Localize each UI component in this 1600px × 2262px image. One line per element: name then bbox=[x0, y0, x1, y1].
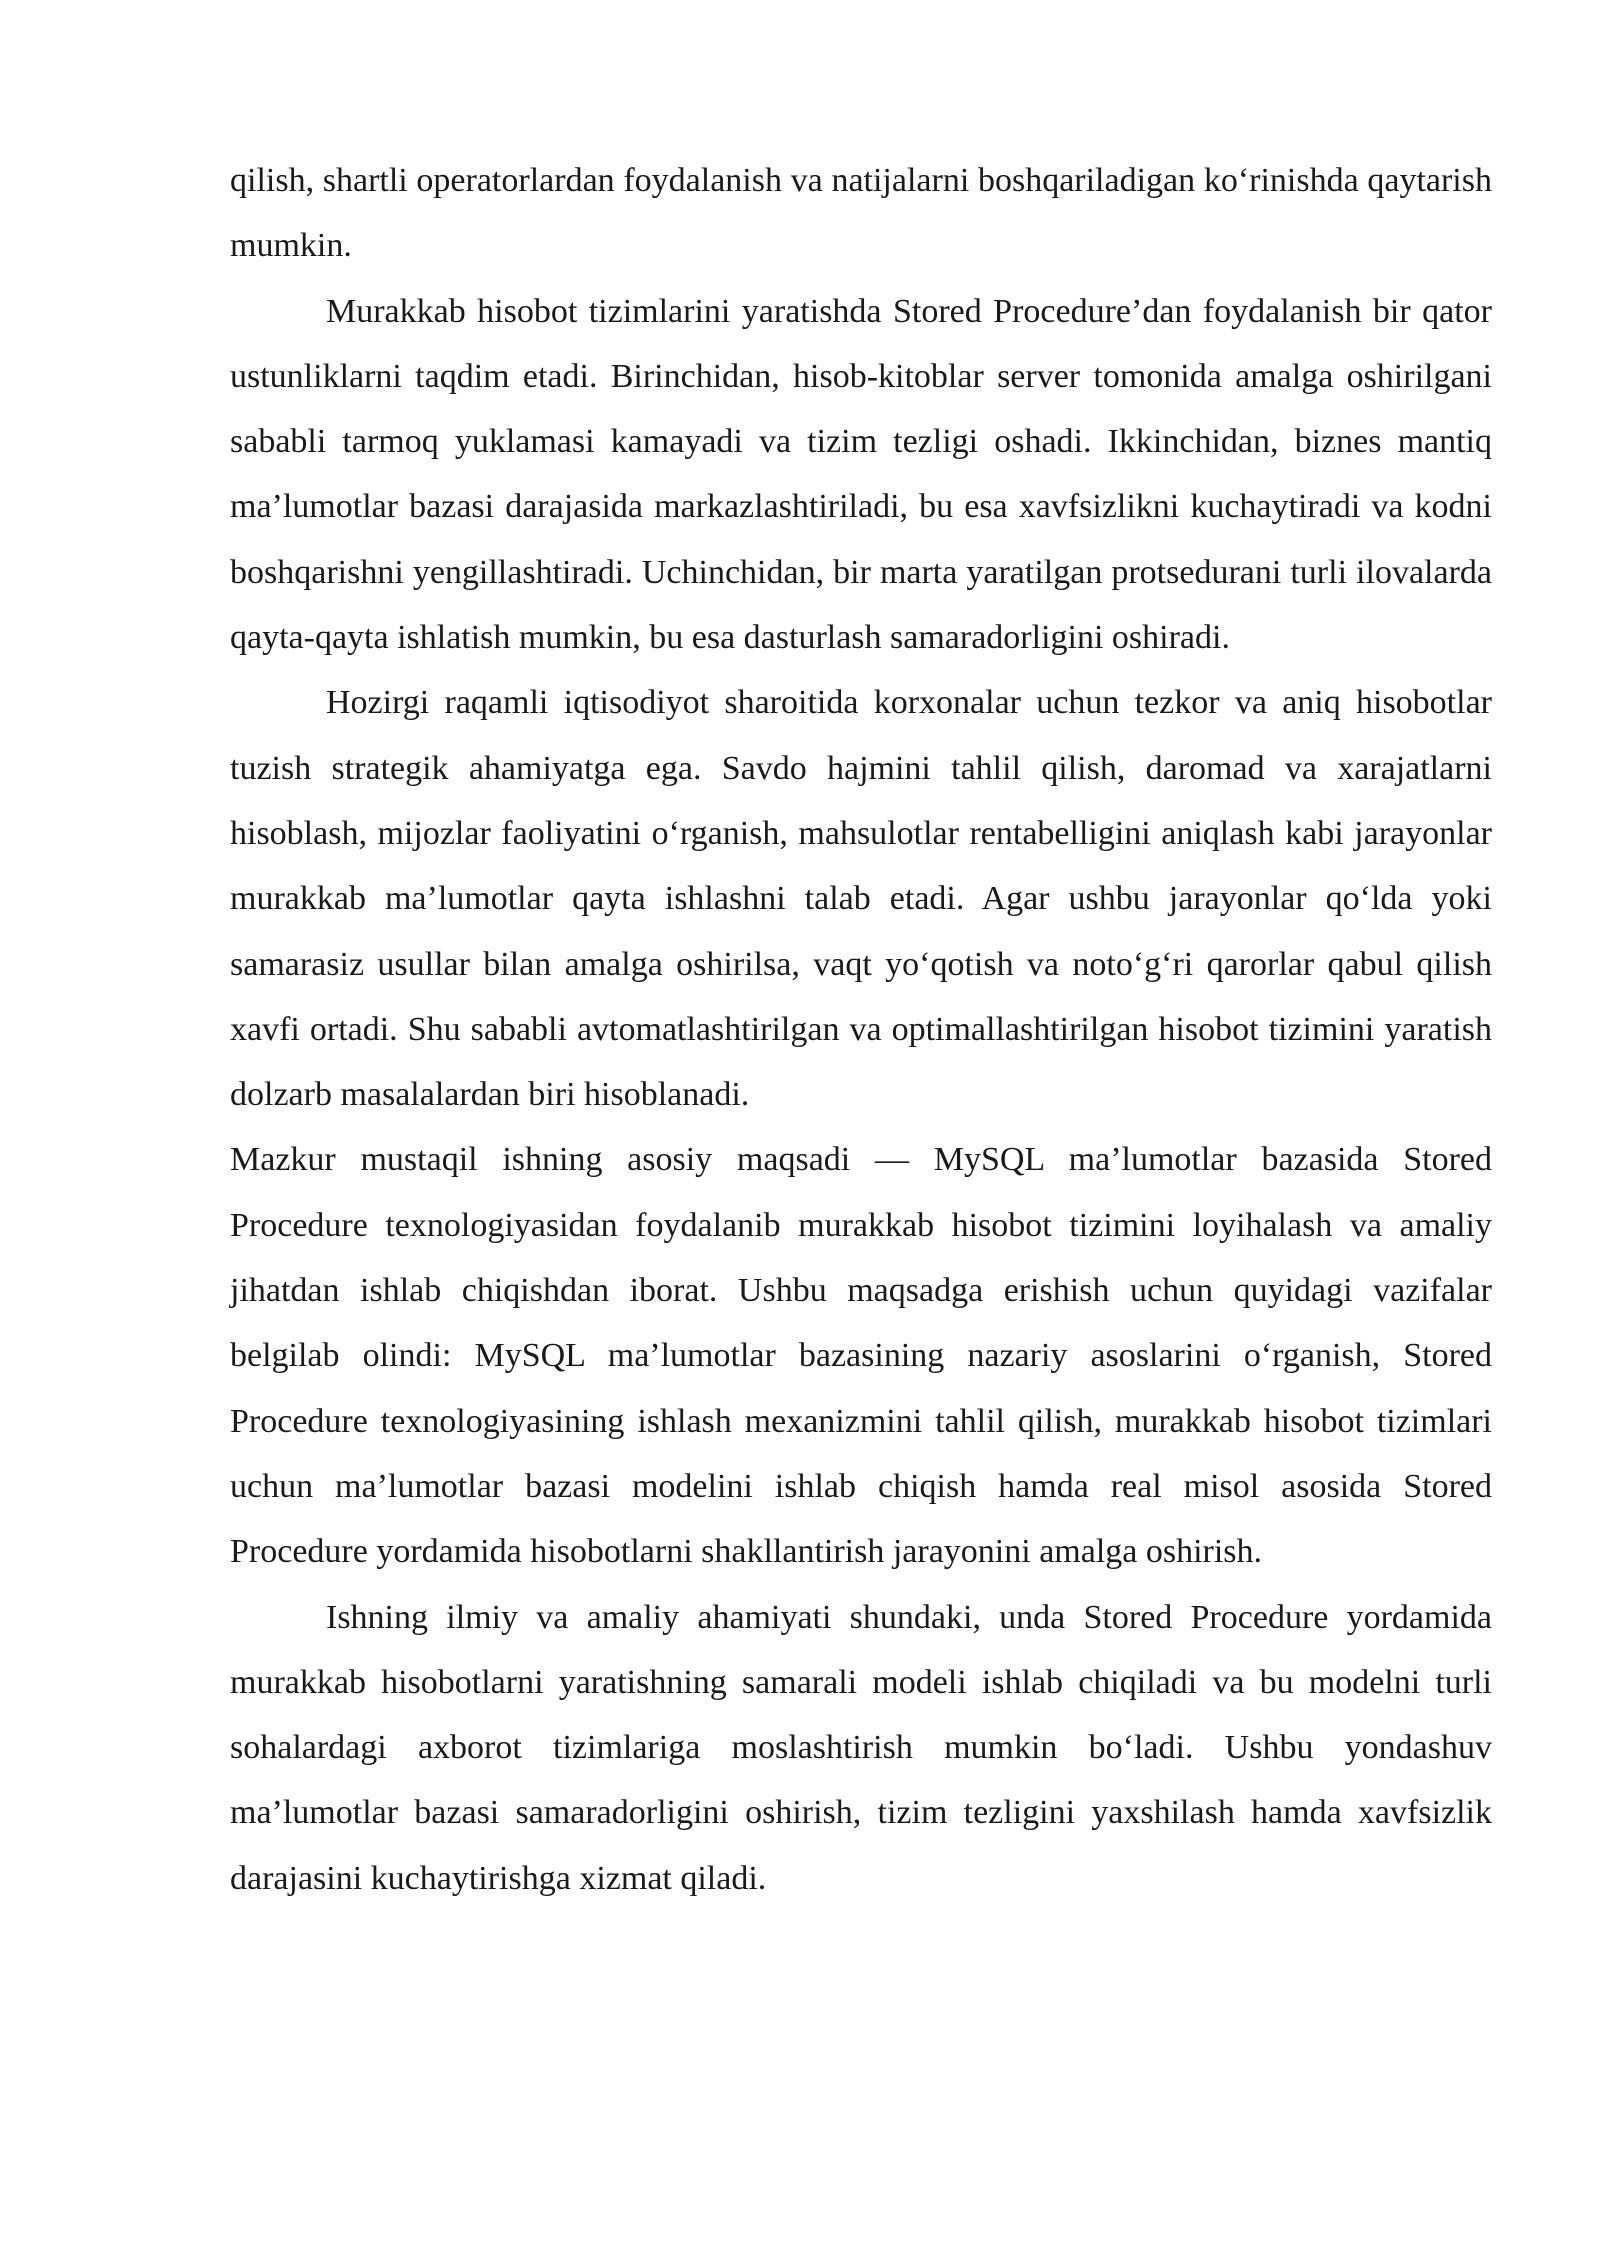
paragraph-3: Hozirgi raqamli iqtisodiyot sharoitida korxonalar uchun tezkor va aniq hisobotlar tuzish strategik ahamiyatga ega. Savdo hajmini tahlil qilish, daromad va xarajatlarni hisoblash, mijozlar faoliyatini o‘rganish, mahsulotlar rentabelligini aniqlash kabi jarayonlar murakkab ma’lumotlar qayta ishlashni talab etadi. Agar ushbu jarayonlar qo‘lda yoki samarasiz usullar bilan amalga oshirilsa, vaqt yo‘qotish va noto‘g‘ri qarorlar qabul qilish xavfi ortadi. Shu sababli avtomatlashtirilgan va optimallashtirilgan hisobot tizimini yaratish dolzarb masalalardan biri hisoblanadi. bbox=[230, 684, 1492, 1114]
paragraph-4: Mazkur mustaqil ishning asosiy maqsadi — MySQL ma’lumotlar bazasida Stored Procedure texnologiyasidan foydalanib murakkab hisobot tizimini loyihalash va amaliy jihatdan ishlab chiqishdan iborat. Ushbu maqsadga erishish uchun quyidagi vazifalar belgilab olindi: MySQL ma’lumotlar bazasining nazariy asoslarini o‘rganish, Stored Procedure texnologiyasining ishlash mexanizmini tahlil qilish, murakkab hisobot tizimlari uchun ma’lumotlar bazasi modelini ishlab chiqish hamda real misol asosida Stored Procedure yordamida hisobotlarni shakllantirish jarayonini amalga oshirish. bbox=[230, 1141, 1492, 1571]
document-body bbox=[230, 148, 1492, 1911]
paragraph-5: Ishning ilmiy va amaliy ahamiyati shundaki, unda Stored Procedure yordamida murakkab hisobotlarni yaratishning samarali modeli ishlab chiqiladi va bu modelni turli sohalardagi axborot tizimlariga moslashtirish mumkin bo‘ladi. Ushbu yondashuv ma’lumotlar bazasi samaradorligini oshirish, tizim tezligini yaxshilash hamda xavfsizlik darajasini kuchaytirishga xizmat qiladi. bbox=[230, 1598, 1492, 1897]
paragraph-2: Murakkab hisobot tizimlarini yaratishda Stored Procedure’dan foydalanish bir qator ustunliklarni taqdim etadi. Birinchidan, hisob-kitoblar server tomonida amalga oshirilgani sababli tarmoq yuklamasi kamayadi va tizim tezligi oshadi. Ikkinchidan, biznes mantiq ma’lumotlar bazasi darajasida markazlashtiriladi, bu esa xavfsizlikni kuchaytiradi va kodni boshqarishni yengillashtiradi. Uchinchidan, bir marta yaratilgan protsedurani turli ilovalarda qayta-qayta ishlatish mumkin, bu esa dasturlash samaradorligini oshiradi. bbox=[230, 292, 1492, 657]
paragraph-1: qilish, shartli operatorlardan foydalanish va natijalarni boshqariladigan ko‘rinishda qaytarish mumkin. bbox=[230, 162, 1492, 265]
